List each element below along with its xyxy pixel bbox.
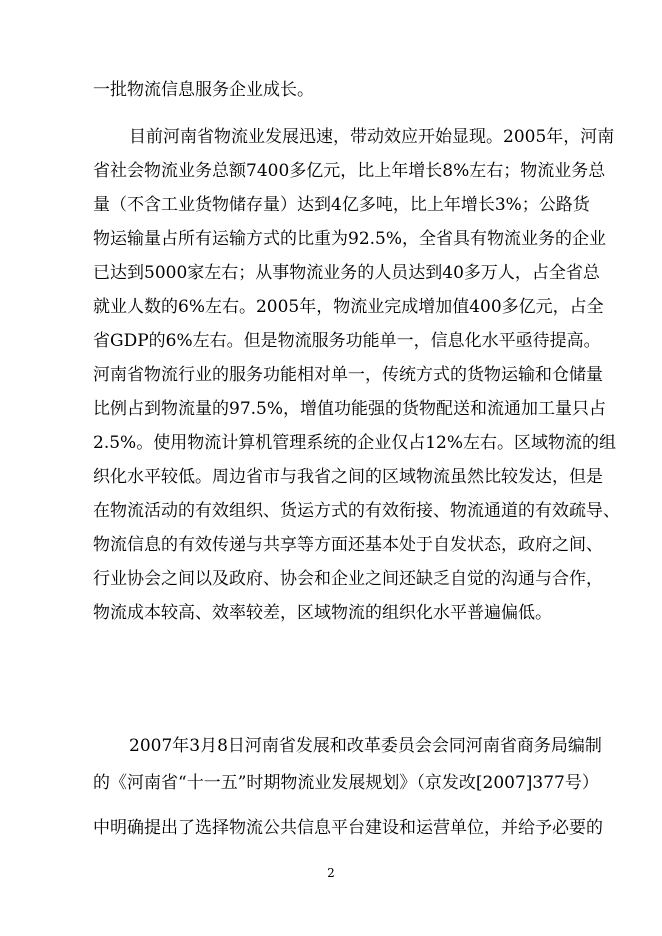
text-line: 已达到5000家左右；从事物流业务的人员达到40多万人，占全省总: [93, 263, 600, 283]
text-line: 2.5%。使用物流计算机管理系统的企业仅占12%左右。区域物流的组: [93, 433, 616, 453]
text-line: 目前河南省物流业发展迅速，带动效应开始显现。2005年，河南: [129, 127, 615, 147]
text-line: 河南省物流行业的服务功能相对单一，传统方式的货物运输和仓储量: [93, 365, 603, 385]
text-line: 中明确提出了选择物流公共信息平台建设和运营单位，并给予必要的: [93, 818, 603, 838]
text-line: 物流成本较高、效率较差，区域物流的组织化水平普遍偏低。: [93, 603, 552, 623]
text-line: 省GDP的6%左右。但是物流服务功能单一，信息化水平亟待提高。: [93, 331, 601, 351]
text-line: 省社会物流业务总额7400多亿元，比上年增长8%左右；物流业务总: [93, 161, 606, 181]
text-line: 在物流活动的有效组织、货运方式的有效衔接、物流通道的有效疏导、: [93, 501, 620, 521]
text-line: 量（不含工业货物储存量）达到4亿多吨，比上年增长3%；公路货: [93, 195, 590, 215]
text-line: 物运输量占所有运输方式的比重为92.5%，全省具有物流业务的企业: [93, 229, 607, 249]
text-line: 的《河南省“十一五”时期物流业发展规划》（京发改[2007]377号）: [93, 773, 599, 793]
text-line: 比例占到物流量的97.5%，增值功能强的货物配送和流通加工量只占: [93, 399, 607, 419]
text-line: 行业协会之间以及政府、协会和企业之间还缺乏自觉的沟通与合作，: [93, 569, 603, 589]
text-line: 就业人数的6%左右。2005年，物流业完成增加值400多亿元，占全: [93, 297, 604, 317]
page-number: 2: [327, 866, 335, 880]
text-line: 织化水平较低。周边省市与我省之间的区域物流虽然比较发达，但是: [93, 467, 603, 487]
text-line: 一批物流信息服务企业成长。: [93, 80, 314, 100]
text-line: 2007年3月8日河南省发展和改革委员会会同河南省商务局编制: [129, 736, 602, 756]
text-line: 物流信息的有效传递与共享等方面还基本处于自发状态，政府之间、: [93, 535, 603, 555]
